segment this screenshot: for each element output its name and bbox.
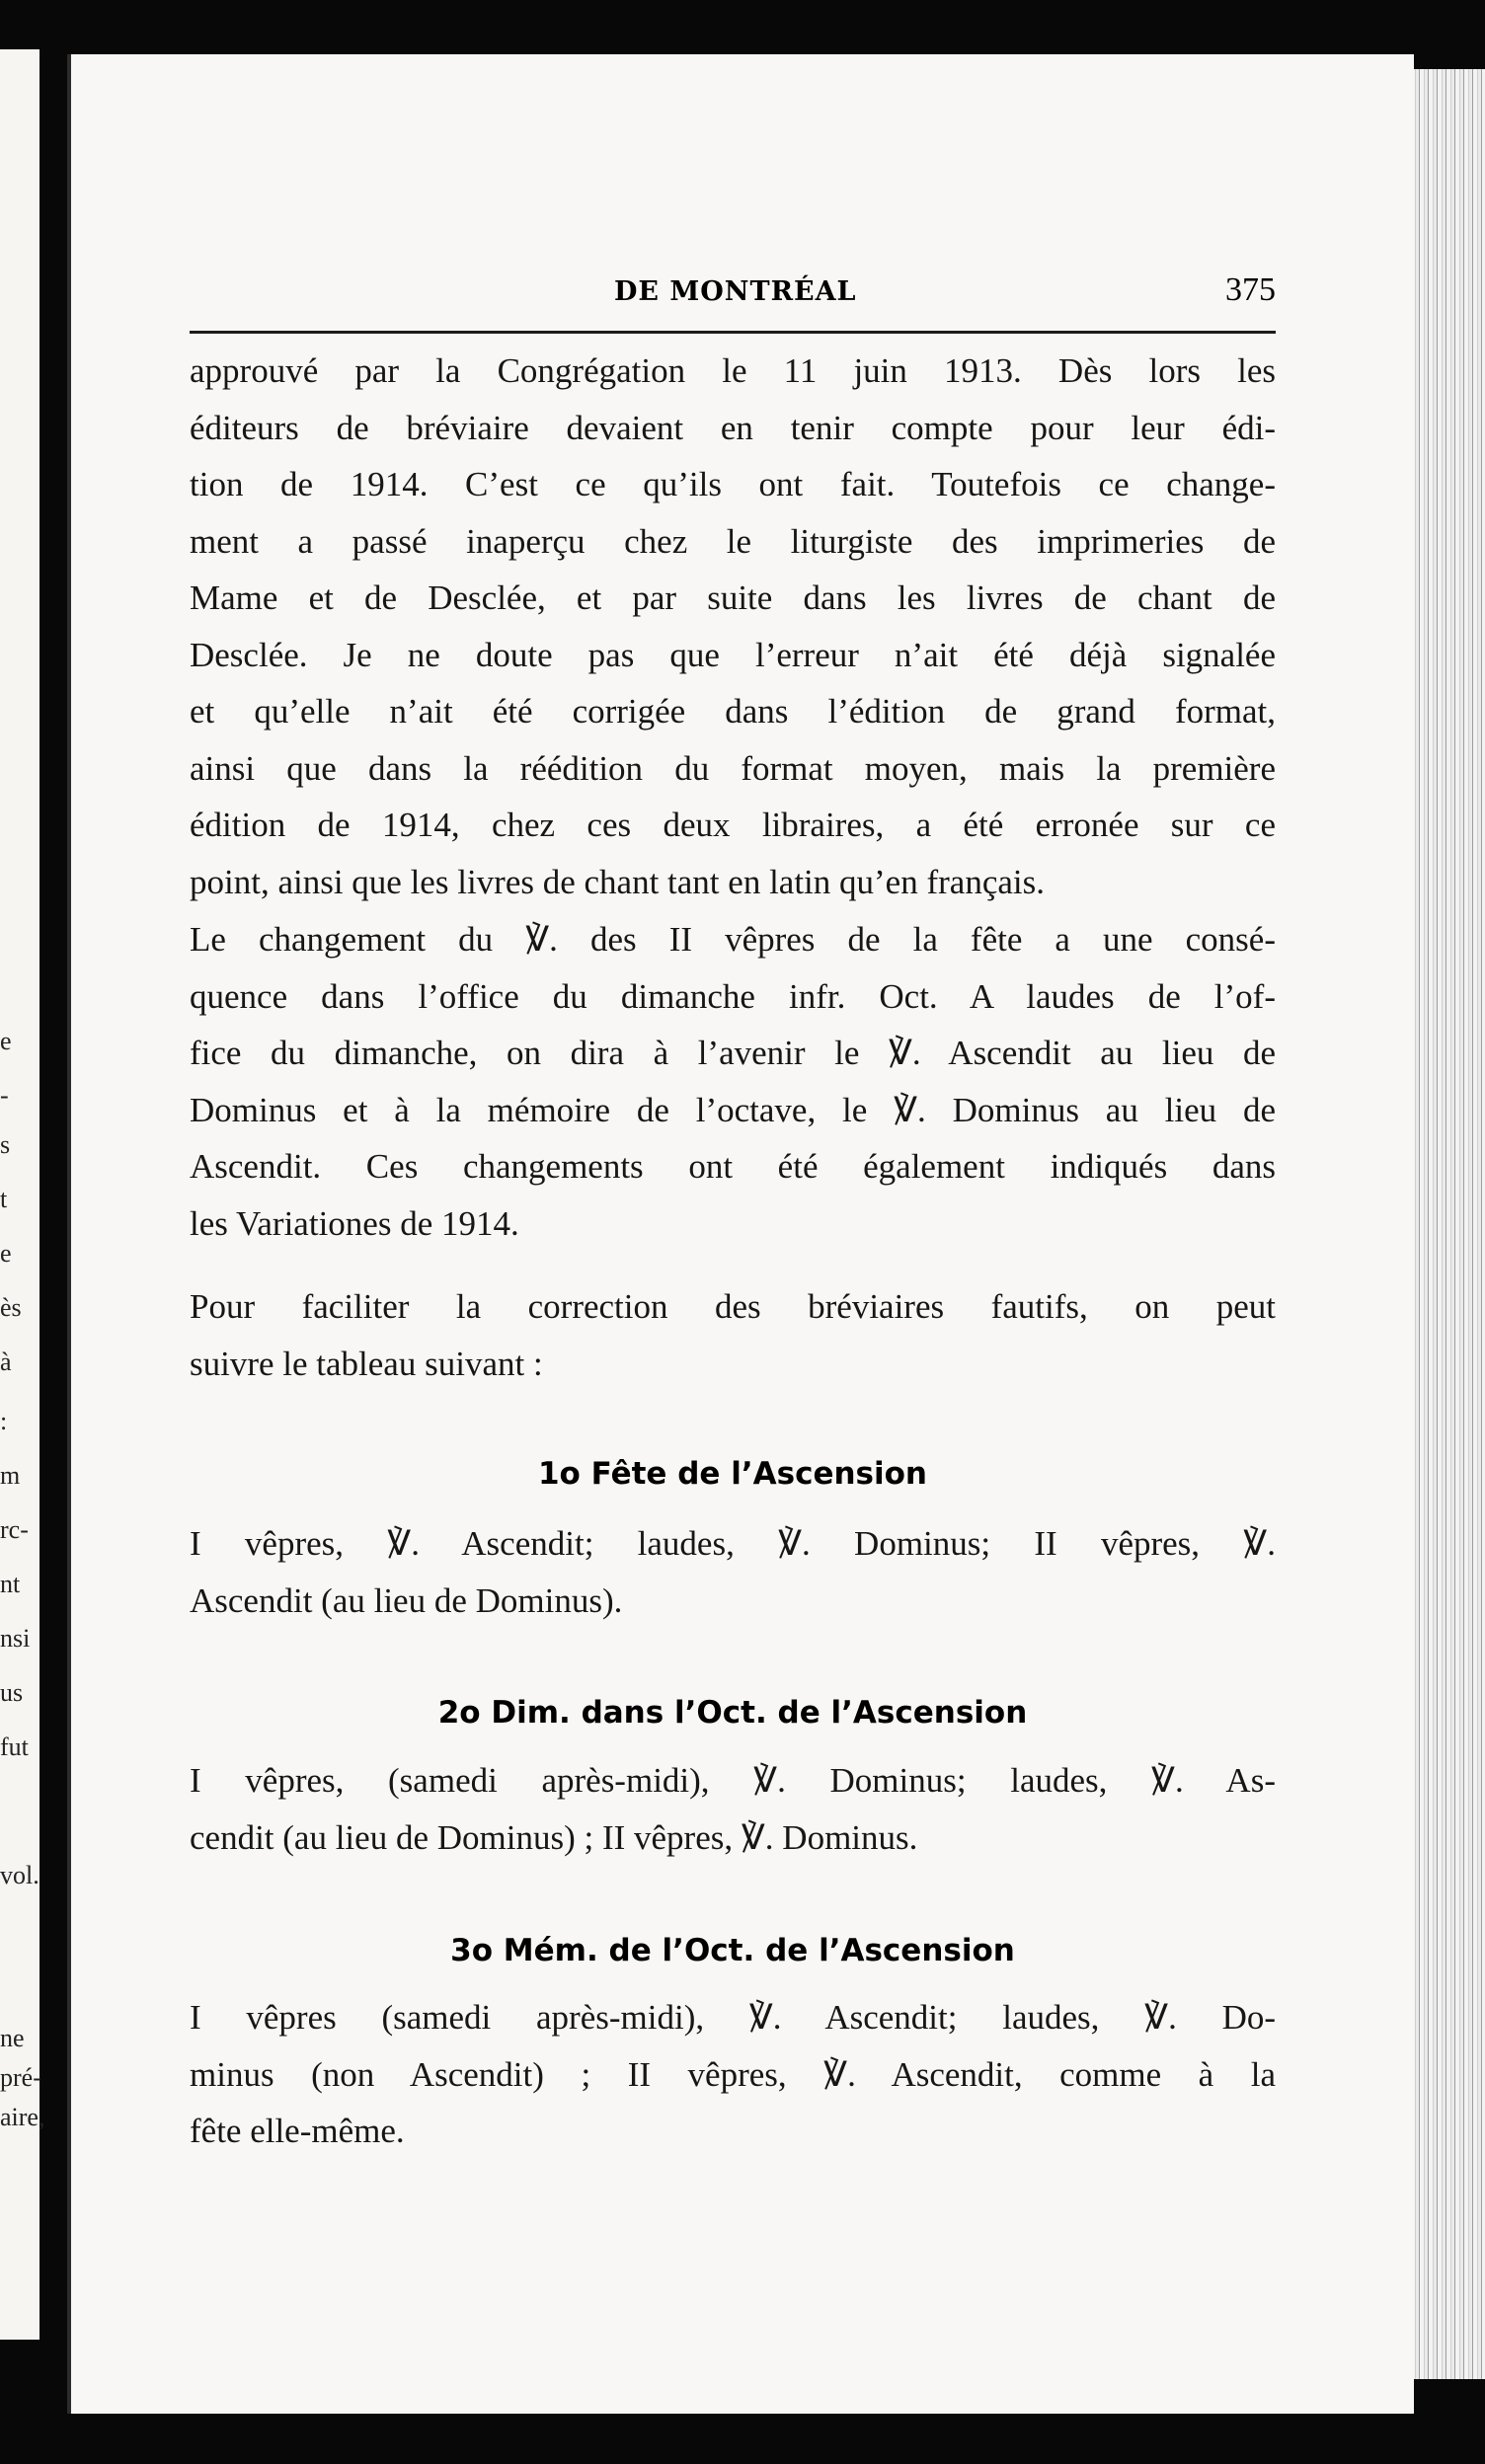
text-line: fête elle-même.	[190, 2112, 405, 2150]
text-line: quence dans l’office du dimanche infr. Oct. A laudes de l’of-	[190, 976, 1276, 1016]
margin-fragment: aire,	[0, 2103, 45, 2131]
paragraph-body	[190, 1278, 1276, 1392]
text-line: minus (non Ascendit) ; II vêpres, ℣. Ascendit, comme à la	[190, 2054, 1276, 2094]
margin-fragment: -	[0, 1081, 9, 1110]
margin-fragment: à	[0, 1348, 12, 1376]
margin-fragment: rc-	[0, 1515, 29, 1544]
margin-fragment: fut	[0, 1732, 29, 1761]
margin-fragment: :	[0, 1407, 8, 1435]
paragraph-1	[190, 343, 1276, 910]
margin-fragment: s	[0, 1130, 11, 1159]
text-line: Le changement du ℣. des II vêpres de la fête a une consé-	[190, 920, 1276, 959]
text-line: I vêpres, (samedi après-midi), ℣. Dominus; laudes, ℣. As-	[190, 1761, 1276, 1800]
margin-fragment: m	[0, 1461, 21, 1490]
text-line: les Variationes de 1914.	[190, 1203, 519, 1243]
text-line: Ascendit. Ces changements ont été également indiqués dans	[190, 1147, 1276, 1186]
facing-page-edge	[0, 49, 45, 2340]
section-body	[190, 1989, 1276, 2160]
section-heading: 2o Dim. dans l’Oct. de l’Ascension	[437, 1695, 1028, 1731]
text-line: ment a passé inaperçu chez le liturgiste des imprimeries de	[190, 521, 1276, 561]
text-line: et qu’elle n’ait été corrigée dans l’édition de grand format,	[190, 692, 1276, 731]
text-line: Dominus et à la mémoire de l’octave, le ℣. Dominus au lieu de	[190, 1090, 1276, 1129]
text-line: Ascendit (au lieu de Dominus).	[190, 1580, 623, 1620]
paragraph-body	[190, 1515, 1276, 1629]
section-body	[190, 1752, 1276, 1866]
paragraph-3	[190, 1278, 1276, 1392]
text-line: éditeurs de bréviaire devaient en tenir compte pour leur édi-	[190, 408, 1276, 447]
text-line: ainsi que dans la réédition du format moyen, mais la première	[190, 748, 1276, 788]
margin-fragment: nsi	[0, 1624, 31, 1653]
book-page-edges	[1402, 69, 1485, 2379]
text-line: suivre le tableau suivant :	[190, 1344, 543, 1383]
margin-fragment: ès	[0, 1293, 22, 1322]
paragraph-2	[190, 911, 1276, 1252]
running-head: DE MONTRÉAL	[614, 276, 857, 307]
paragraph-body	[190, 1989, 1276, 2160]
margin-fragment: t	[0, 1185, 8, 1213]
text-line: édition de 1914, chez ces deux libraires, a été erronée sur ce	[190, 806, 1276, 844]
text-line: point, ainsi que les livres de chant tant en latin qu’en français.	[190, 862, 1045, 901]
margin-fragment: nt	[0, 1570, 21, 1598]
book-page	[67, 54, 1414, 2414]
text-line: fice du dimanche, on dira à l’avenir le ℣. Ascendit au lieu de	[190, 1034, 1276, 1072]
paragraph-body	[190, 911, 1276, 1252]
text-line: tion de 1914. C’est ce qu’ils ont fait. Toutefois ce change-	[190, 465, 1276, 503]
text-line: Desclée. Je ne doute pas que l’erreur n’ait été déjà signalée	[190, 635, 1276, 674]
header-rule	[190, 331, 1276, 334]
text-line: I vêpres, ℣. Ascendit; laudes, ℣. Dominus; II vêpres, ℣.	[190, 1524, 1276, 1563]
paragraph-body	[190, 1752, 1276, 1866]
section-body	[190, 1515, 1276, 1629]
text-line: Mame et de Desclée, et par suite dans les livres de chant de	[190, 578, 1276, 617]
margin-fragment: vol.	[0, 1861, 39, 1889]
section-heading: 1o Fête de l’Ascension	[537, 1456, 927, 1492]
margin-fragment: ne	[0, 2024, 25, 2052]
page-number: 375	[1225, 271, 1276, 308]
section-heading: 3o Mém. de l’Oct. de l’Ascension	[450, 1933, 1015, 1968]
margin-fragment: e	[0, 1027, 12, 1055]
text-line: I vêpres (samedi après-midi), ℣. Ascendit; laudes, ℣. Do-	[190, 1998, 1276, 2037]
margin-fragment: pré-	[0, 2063, 41, 2092]
margin-fragment: e	[0, 1239, 12, 1268]
margin-fragment: us	[0, 1678, 24, 1707]
text-line: Pour faciliter la correction des bréviaires fautifs, on peut	[190, 1287, 1276, 1326]
text-line: approuvé par la Congrégation le 11 juin 1913. Dès lors les	[190, 351, 1276, 390]
page-header	[190, 267, 1276, 316]
paragraph-body	[190, 343, 1276, 910]
text-line: cendit (au lieu de Dominus) ; II vêpres, ℣. Dominus.	[190, 1817, 918, 1857]
